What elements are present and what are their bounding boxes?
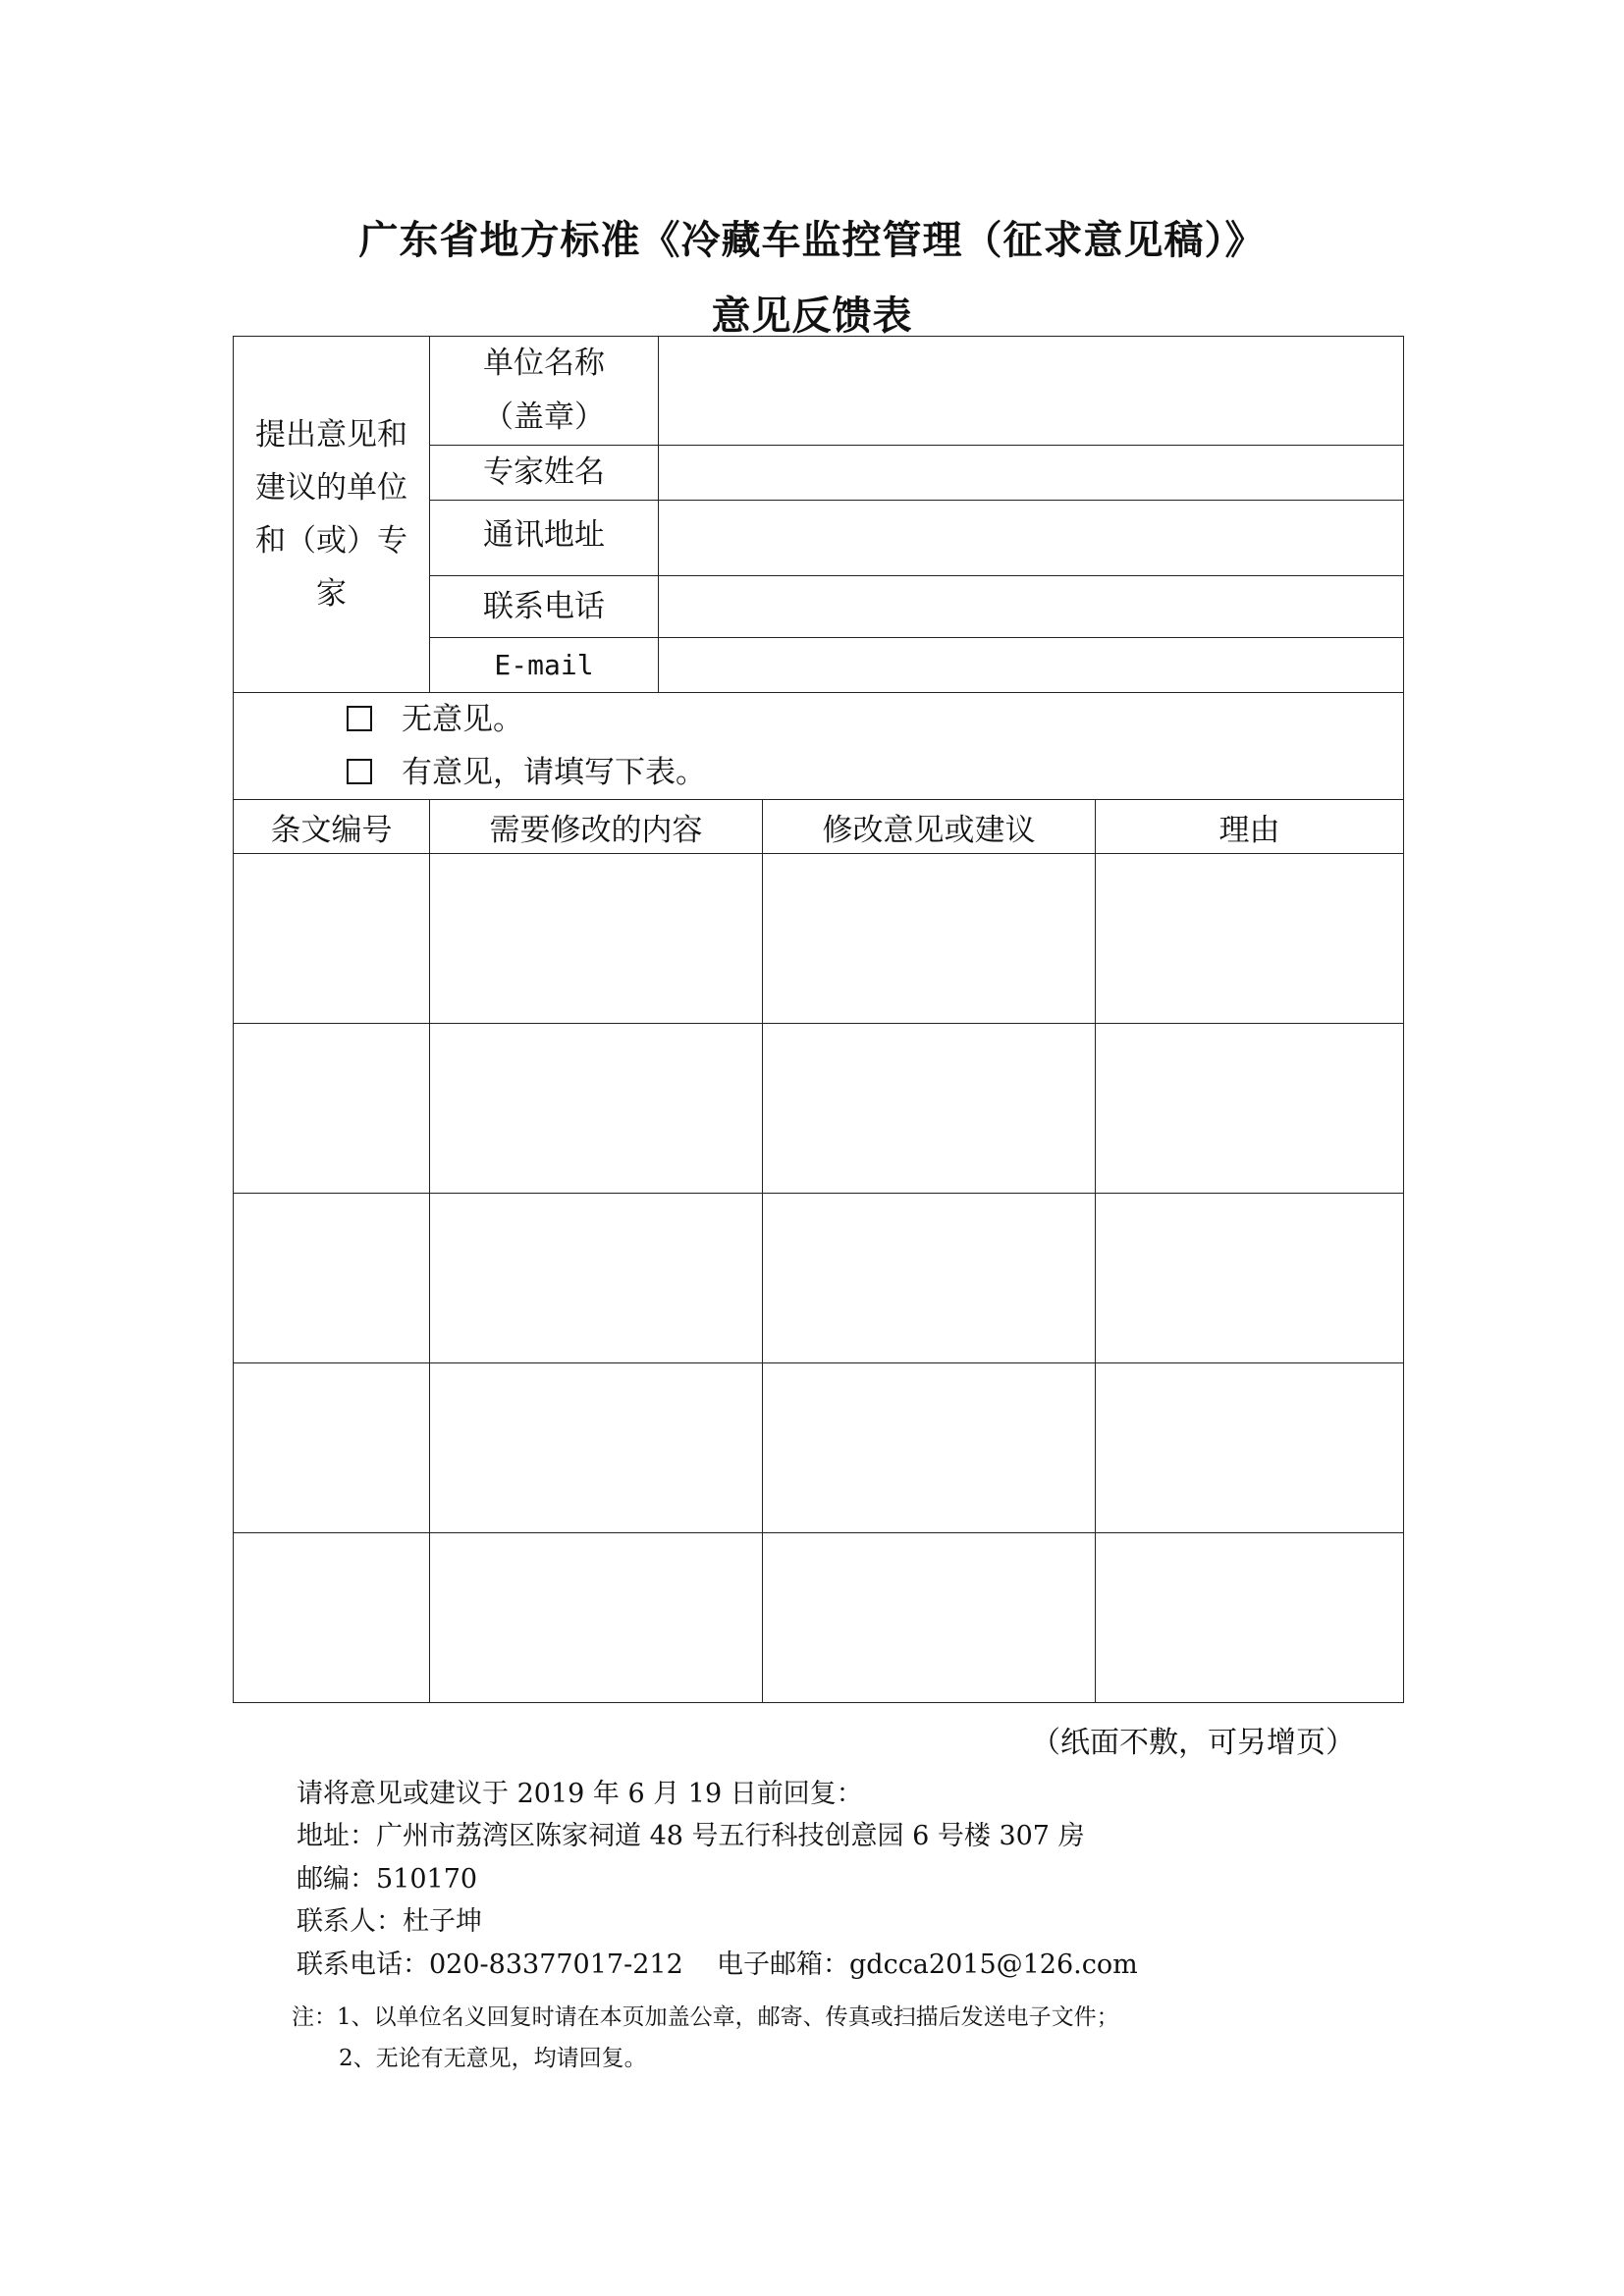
feedback-form-table <box>233 336 1404 1703</box>
suggestion-cell[interactable] <box>763 1194 1096 1363</box>
reply-address: 地址：广州市荔湾区陈家祠道 48 号五行科技创意园 6 号楼 307 房 <box>297 1821 1085 1851</box>
content-cell[interactable] <box>430 1024 763 1194</box>
note-1: 注：1、以单位名义回复时请在本页加盖公章，邮寄、传真或扫描后发送电子文件； <box>292 2004 1119 2030</box>
expert-name-label: 专家姓名 <box>430 446 659 501</box>
email-label: E-mail <box>430 638 659 693</box>
opinion-table-header <box>234 800 1404 854</box>
mailing-address-field[interactable] <box>659 501 1404 576</box>
no-opinion-label: 无意见。 <box>402 702 523 737</box>
reply-phone: 联系电话：020-83377017-212 <box>297 1949 683 1980</box>
checkbox-icon[interactable] <box>347 759 372 784</box>
applicant-label-line: 提出意见和 <box>255 417 407 453</box>
reply-deadline: 请将意见或建议于 2019 年 6 月 19 日前回复： <box>297 1779 863 1809</box>
table-row <box>234 1024 1404 1194</box>
reason-cell[interactable] <box>1096 1363 1404 1533</box>
applicant-section-label <box>234 337 430 693</box>
clause-number-cell[interactable] <box>234 854 430 1024</box>
reason-cell[interactable] <box>1096 1533 1404 1703</box>
mailing-address-label: 通讯地址 <box>430 501 659 576</box>
clause-number-cell[interactable] <box>234 1533 430 1703</box>
table-row <box>234 1194 1404 1363</box>
applicant-label-line: 建议的单位 <box>255 470 407 506</box>
unit-name-label-line: （盖章） <box>483 400 605 435</box>
content-cell[interactable] <box>430 1363 763 1533</box>
reply-email[interactable]: 电子邮箱：gdcca2015@126.com <box>717 1949 1138 1980</box>
checkbox-icon[interactable] <box>347 706 372 731</box>
header-clause-number: 条文编号 <box>234 800 430 854</box>
phone-label: 联系电话 <box>430 576 659 638</box>
content-cell[interactable] <box>430 1533 763 1703</box>
reason-cell[interactable] <box>1096 854 1404 1024</box>
table-row <box>234 1363 1404 1533</box>
content-cell[interactable] <box>430 854 763 1024</box>
document-subtitle: 意见反馈表 <box>711 294 913 339</box>
reply-postcode: 邮编：510170 <box>297 1864 478 1895</box>
clause-number-cell[interactable] <box>234 1363 430 1533</box>
unit-name-label-line: 单位名称 <box>483 346 605 381</box>
content-cell[interactable] <box>430 1194 763 1363</box>
no-opinion-option[interactable] <box>347 693 1403 746</box>
paper-note: （纸面不敷，可另增页） <box>1031 1726 1355 1760</box>
phone-field[interactable] <box>659 576 1404 638</box>
note-2: 2、无论有无意见，均请回复。 <box>339 2046 647 2071</box>
header-reason: 理由 <box>1096 800 1404 854</box>
header-content-to-modify: 需要修改的内容 <box>430 800 763 854</box>
email-field[interactable] <box>659 638 1404 693</box>
header-suggestion: 修改意见或建议 <box>763 800 1096 854</box>
suggestion-cell[interactable] <box>763 1533 1096 1703</box>
applicant-label-line: 家 <box>316 576 347 612</box>
document-title: 广东省地方标准《冷藏车监控管理（征求意见稿）》 <box>358 218 1266 263</box>
table-row <box>234 854 1404 1024</box>
expert-name-field[interactable] <box>659 446 1404 501</box>
has-opinion-option[interactable] <box>347 746 1403 799</box>
reply-contact: 联系人：杜子坤 <box>297 1906 482 1937</box>
clause-number-cell[interactable] <box>234 1024 430 1194</box>
reason-cell[interactable] <box>1096 1194 1404 1363</box>
unit-name-label <box>430 337 659 446</box>
applicant-label-line: 和（或）专 <box>255 523 407 559</box>
clause-number-cell[interactable] <box>234 1194 430 1363</box>
has-opinion-label: 有意见，请填写下表。 <box>402 755 706 790</box>
unit-name-field[interactable] <box>659 337 1404 446</box>
opinion-options <box>234 693 1404 800</box>
suggestion-cell[interactable] <box>763 854 1096 1024</box>
table-row <box>234 1533 1404 1703</box>
reason-cell[interactable] <box>1096 1024 1404 1194</box>
suggestion-cell[interactable] <box>763 1363 1096 1533</box>
suggestion-cell[interactable] <box>763 1024 1096 1194</box>
